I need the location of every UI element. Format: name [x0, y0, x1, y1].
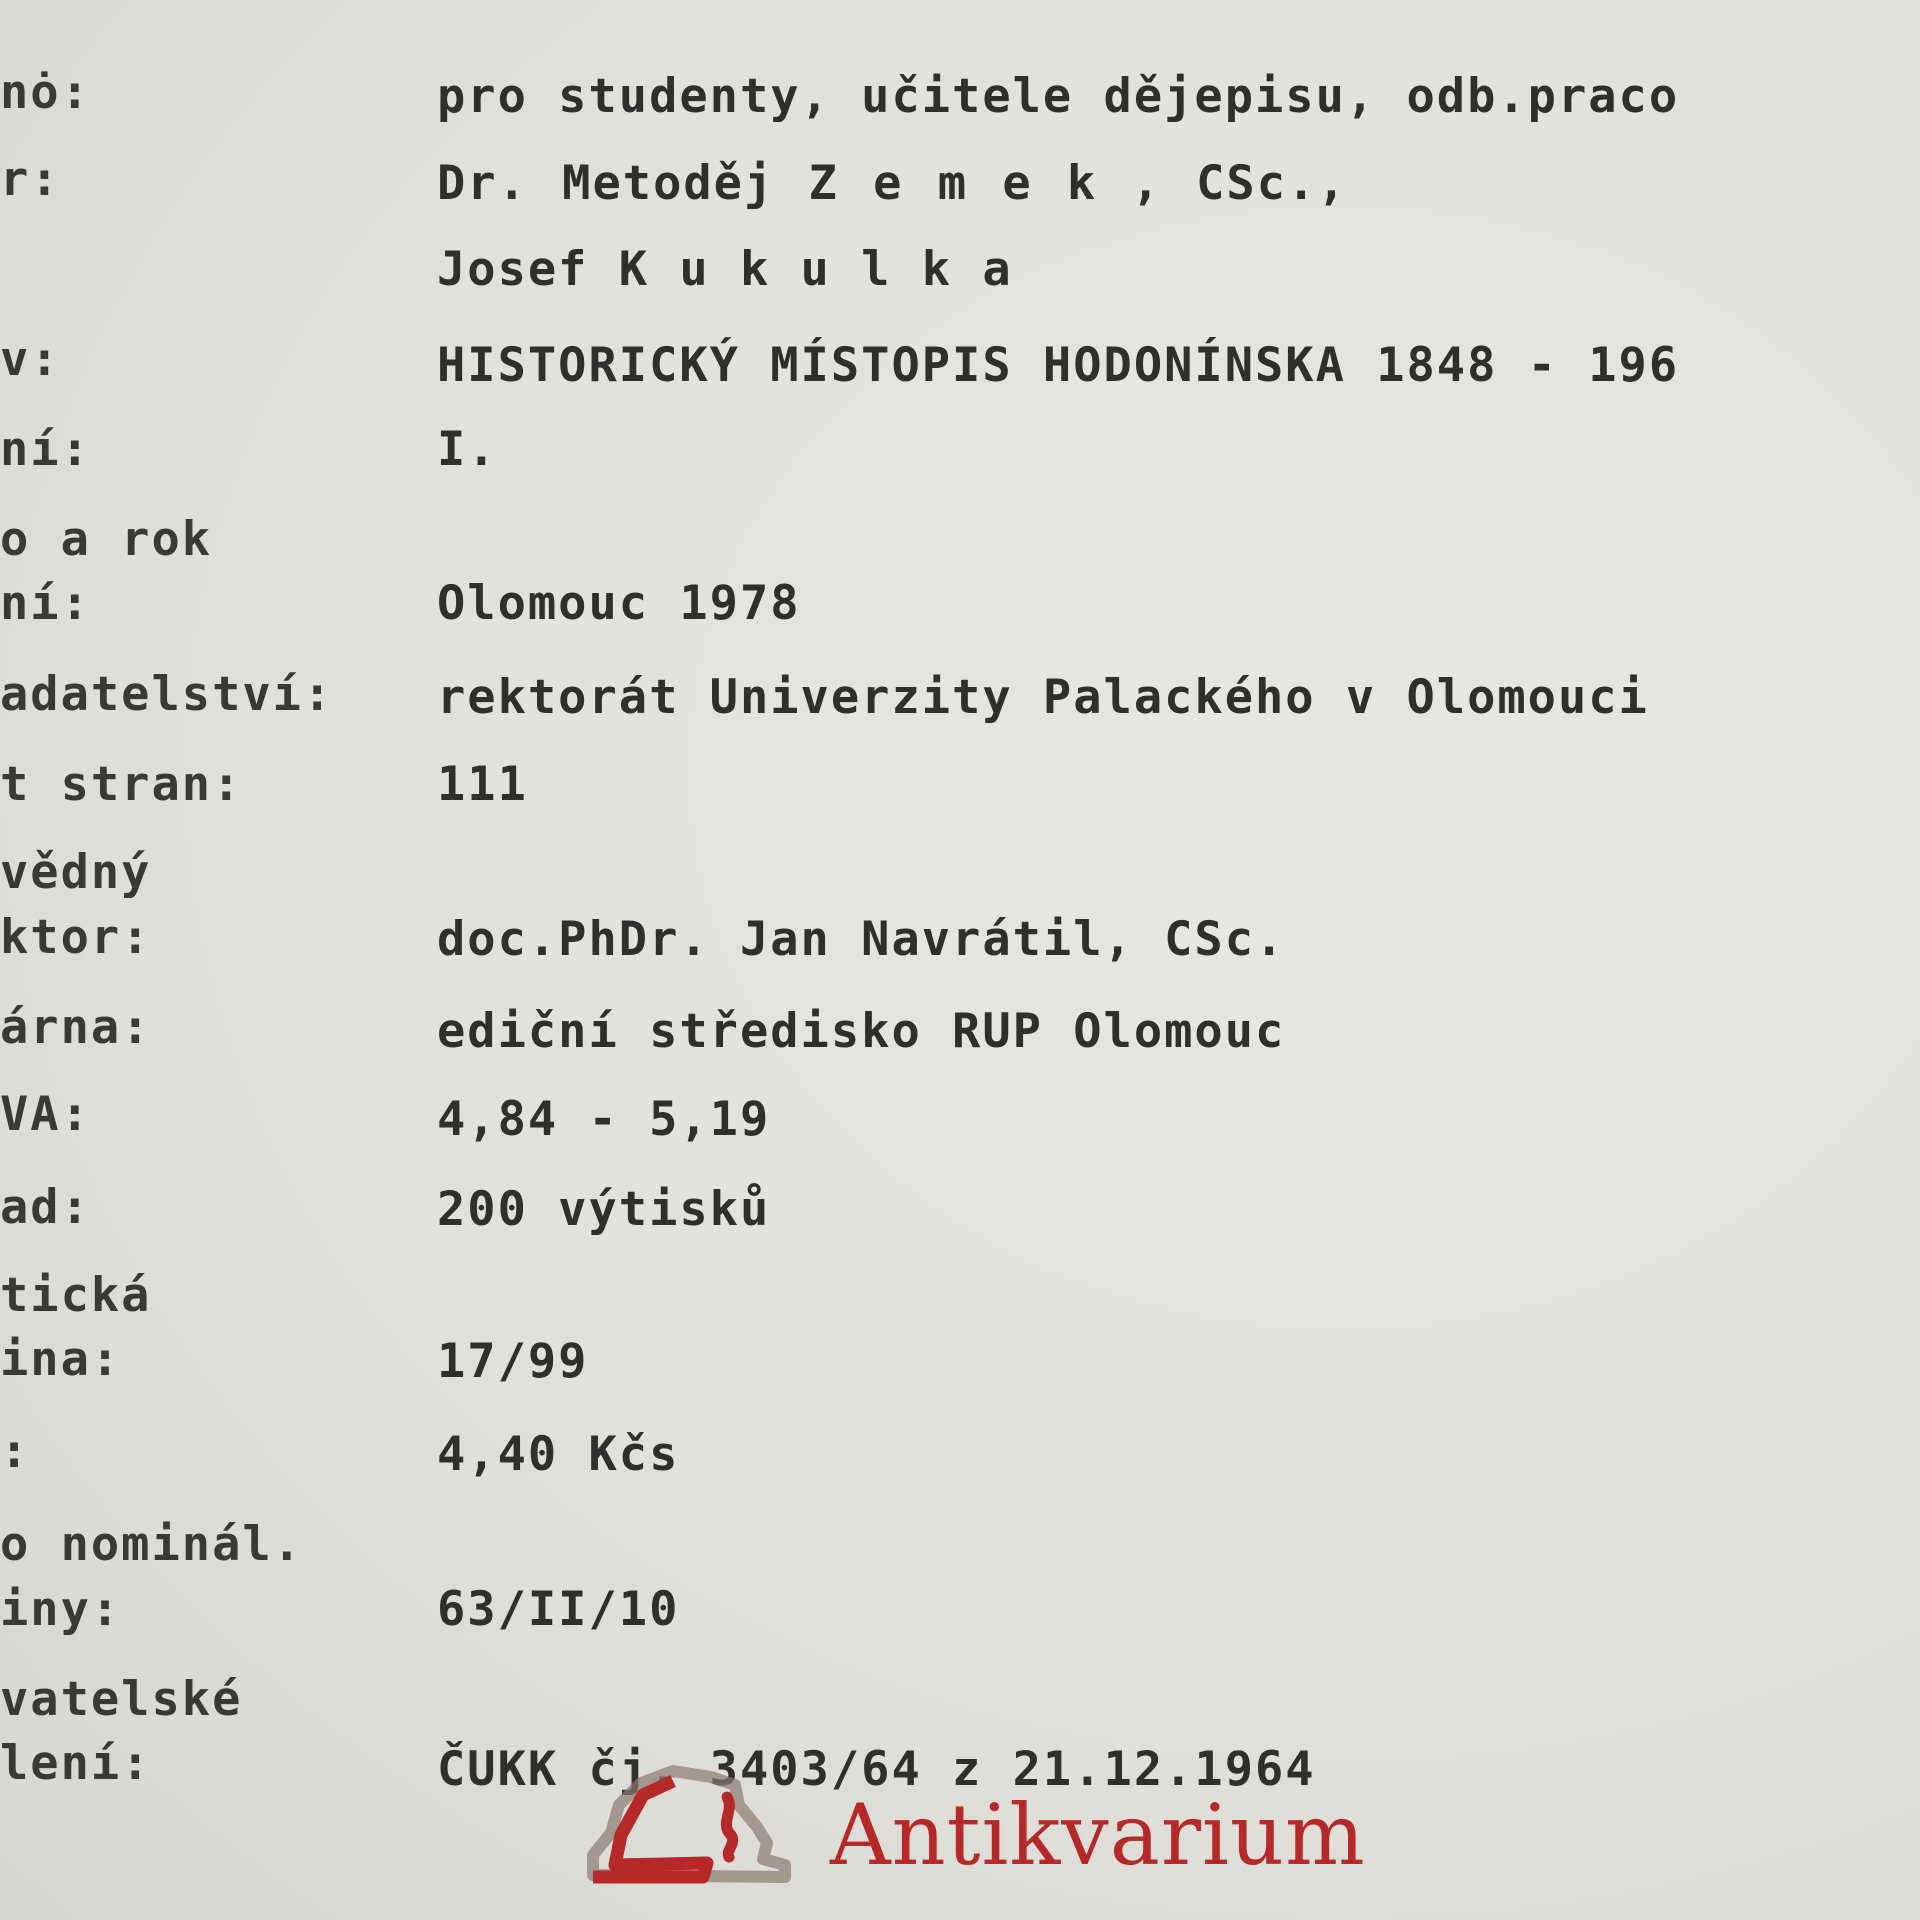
- field-value: Josef K u k u l k a: [437, 242, 1013, 297]
- field-label: o nominál.: [0, 1517, 303, 1572]
- field-value: rektorát Univerzity Palackého v Olomouci: [437, 670, 1649, 725]
- watermark-text: Antikvarium: [830, 1786, 1366, 1884]
- field-label: o a rok: [0, 512, 213, 567]
- field-label: :: [0, 1424, 31, 1479]
- field-value: Olomouc 1978: [437, 576, 801, 631]
- field-label: nȯ:: [0, 65, 91, 120]
- field-value: doc.PhDr. Jan Navrátil, CSc.: [437, 912, 1286, 967]
- field-label: lení:: [0, 1736, 152, 1791]
- field-label: r:: [0, 152, 61, 207]
- field-label: árna:: [0, 1000, 152, 1055]
- field-label: adatelství:: [0, 667, 334, 722]
- field-value: 63/II/10: [437, 1582, 680, 1637]
- field-value: 4,40 Kčs: [437, 1427, 680, 1482]
- field-label: VA:: [0, 1087, 91, 1142]
- field-label: v:: [0, 332, 61, 387]
- field-value: HISTORICKÝ MÍSTOPIS HODONÍNSKA 1848 - 196: [437, 338, 1680, 393]
- field-value: 4,84 - 5,19: [437, 1092, 771, 1147]
- field-value: I.: [437, 422, 498, 477]
- field-label: tická: [0, 1268, 152, 1323]
- field-label: vatelské: [0, 1672, 243, 1727]
- field-label: ina:: [0, 1332, 122, 1387]
- field-label: ad:: [0, 1180, 91, 1235]
- field-value: ediční středisko RUP Olomouc: [437, 1004, 1286, 1059]
- field-value: 17/99: [437, 1334, 589, 1389]
- field-label: ktor:: [0, 910, 152, 965]
- castle-tower-icon: [585, 1735, 795, 1889]
- field-label: ní:: [0, 576, 91, 631]
- field-label: iny:: [0, 1582, 122, 1637]
- field-label: vědný: [0, 845, 152, 900]
- field-value: Dr. Metoděj Z e m e k , CSc.,: [437, 156, 1348, 211]
- field-label: t stran:: [0, 757, 243, 812]
- field-value: pro studenty, učitele dějepisu, odb.praco: [437, 69, 1680, 124]
- field-value: 111: [437, 757, 528, 812]
- field-value: ČUKK čj. 3403/64 z 21.12.1964: [437, 1742, 1316, 1797]
- antikvarium-watermark: [585, 1735, 1366, 1885]
- field-label: ní:: [0, 422, 91, 477]
- field-value: 200 výtisků: [437, 1182, 771, 1237]
